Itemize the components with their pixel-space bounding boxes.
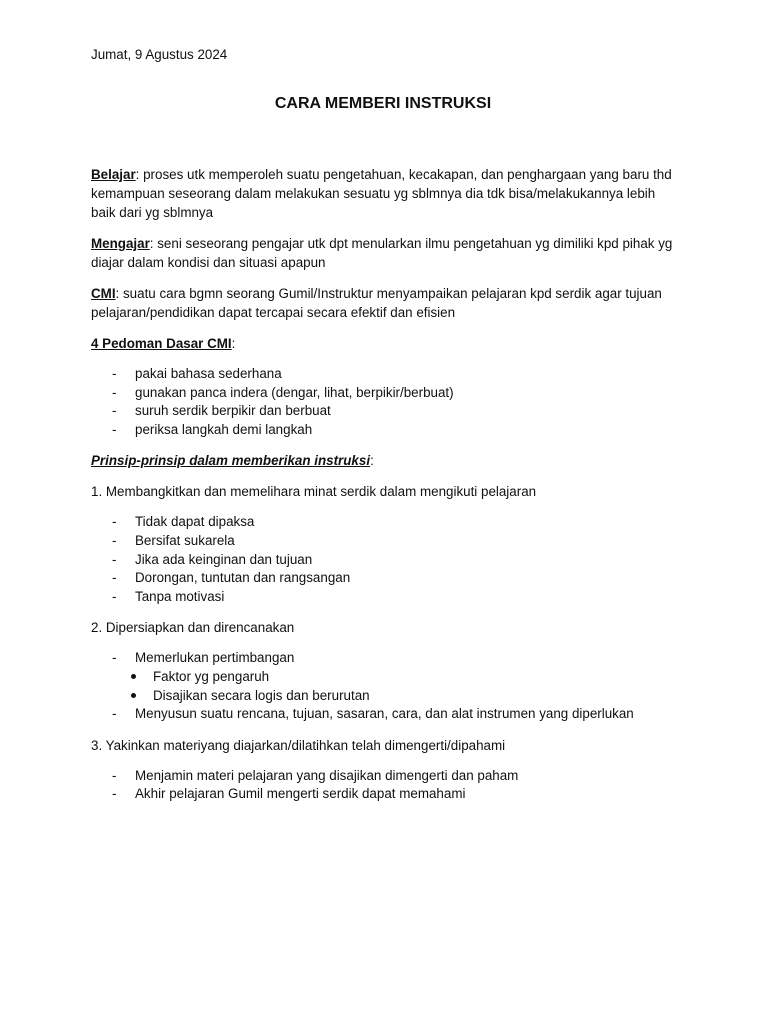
dash-marker: - xyxy=(112,650,117,666)
document-title: CARA MEMBERI INSTRUKSI xyxy=(274,95,492,112)
list-item-text: Jika ada keinginan dan tujuan xyxy=(135,551,313,567)
list-item xyxy=(91,532,683,551)
dash-marker: - xyxy=(112,532,117,548)
list-item xyxy=(91,785,683,804)
list-item xyxy=(91,513,683,532)
bullet-dot-icon xyxy=(131,693,136,698)
dash-marker: - xyxy=(112,706,117,722)
dash-marker: - xyxy=(112,767,117,783)
section-heading-prinsip xyxy=(91,451,683,470)
sub-list-item xyxy=(91,668,683,687)
document-date: Jumat, 9 Agustus 2024 xyxy=(91,47,228,62)
sub-list-item-text: Faktor yg pengaruh xyxy=(153,668,270,684)
list-item xyxy=(91,402,683,421)
list-item-text: Menyusun suatu rencana, tujuan, sasaran, cara, dan alat instrumen yang diperlukan xyxy=(135,706,634,722)
prinsip-point-2-list xyxy=(91,649,683,723)
list-item-text: gunakan panca indera (dengar, lihat, berpikir/berbuat) xyxy=(135,384,454,400)
list-item-text: pakai bahasa sederhana xyxy=(135,366,282,381)
sub-list-item-text: Disajikan secara logis dan berurutan xyxy=(153,687,370,703)
dash-marker: - xyxy=(112,384,117,400)
list-item xyxy=(91,551,683,570)
list-item xyxy=(91,421,683,440)
list-item-text: Akhir pelajaran Gumil mengerti serdik dapat memahami xyxy=(135,786,466,802)
dash-marker: - xyxy=(112,588,117,604)
definition-term: Belajar xyxy=(91,167,136,182)
list-item-text: Bersifat sukarela xyxy=(135,532,235,548)
definition-mengajar xyxy=(91,234,683,272)
definition-text: : proses utk memperoleh suatu pengetahuan, kecakapan, dan penghargaan yang baru thd kemampuan seseorang dalam melakukan sesuatu yg sblmnya dia tdk bisa/melakukannya lebih baik dari yg sblmnya xyxy=(91,167,672,220)
section-heading-text: Prinsip-prinsip dalam memberikan instruksi xyxy=(91,453,371,469)
list-item xyxy=(91,649,683,705)
dash-marker: - xyxy=(112,570,117,586)
prinsip-point-1-list xyxy=(91,513,683,606)
dash-marker: - xyxy=(112,514,117,530)
section-heading-pedoman xyxy=(91,334,683,353)
dash-marker: - xyxy=(112,403,117,419)
definition-term: CMI xyxy=(91,286,116,301)
document-body xyxy=(91,165,683,816)
list-item-text: Tanpa motivasi xyxy=(135,588,225,604)
definition-text: : suatu cara bgmn seorang Gumil/Instruktur menyampaikan pelajaran kpd serdik agar tujuan pelajaran/pendidikan dapat tercapai secara efektif dan efisien xyxy=(91,286,662,320)
list-item-text: Tidak dapat dipaksa xyxy=(135,514,255,530)
list-item-text: Dorongan, tuntutan dan rangsangan xyxy=(135,570,351,586)
prinsip-point-3: 3. Yakinkan materiyang diajarkan/dilatihkan telah dimengerti/dipahami xyxy=(91,737,506,753)
pedoman-list xyxy=(91,365,683,439)
list-item-text: Menjamin materi pelajaran yang disajikan dimengerti dan paham xyxy=(135,767,519,783)
dash-marker: - xyxy=(112,551,117,567)
dash-marker: - xyxy=(112,786,117,802)
list-item xyxy=(91,588,683,607)
dash-marker: - xyxy=(112,366,117,381)
definition-text: : seni seseorang pengajar utk dpt menularkan ilmu pengetahuan yg dimiliki kpd pihak yg diajar dalam kondisi dan situasi apapun xyxy=(91,236,673,270)
list-item xyxy=(91,569,683,588)
section-heading-suffix: : xyxy=(231,336,236,351)
definition-belajar xyxy=(91,165,683,222)
section-heading-text: 4 Pedoman Dasar CMI xyxy=(91,336,232,351)
section-heading-suffix: : xyxy=(370,453,374,469)
list-item xyxy=(91,365,683,384)
sub-list-item xyxy=(91,687,683,706)
definition-term: Mengajar xyxy=(91,236,150,251)
list-item xyxy=(91,705,683,724)
prinsip-point-2: 2. Dipersiapkan dan direncanakan xyxy=(91,620,295,636)
sub-bullet-list xyxy=(91,668,683,705)
bullet-dot-icon xyxy=(131,674,136,679)
list-item-text: Memerlukan pertimbangan xyxy=(135,650,295,666)
list-item-text: periksa langkah demi langkah xyxy=(135,421,313,437)
list-item xyxy=(91,384,683,403)
prinsip-point-1: 1. Membangkitkan dan memelihara minat serdik dalam mengikuti pelajaran xyxy=(91,484,537,500)
list-item-text: suruh serdik berpikir dan berbuat xyxy=(135,403,331,419)
list-item xyxy=(91,767,683,786)
definition-cmi xyxy=(91,284,683,322)
dash-marker: - xyxy=(112,421,117,437)
prinsip-point-3-list xyxy=(91,767,683,804)
